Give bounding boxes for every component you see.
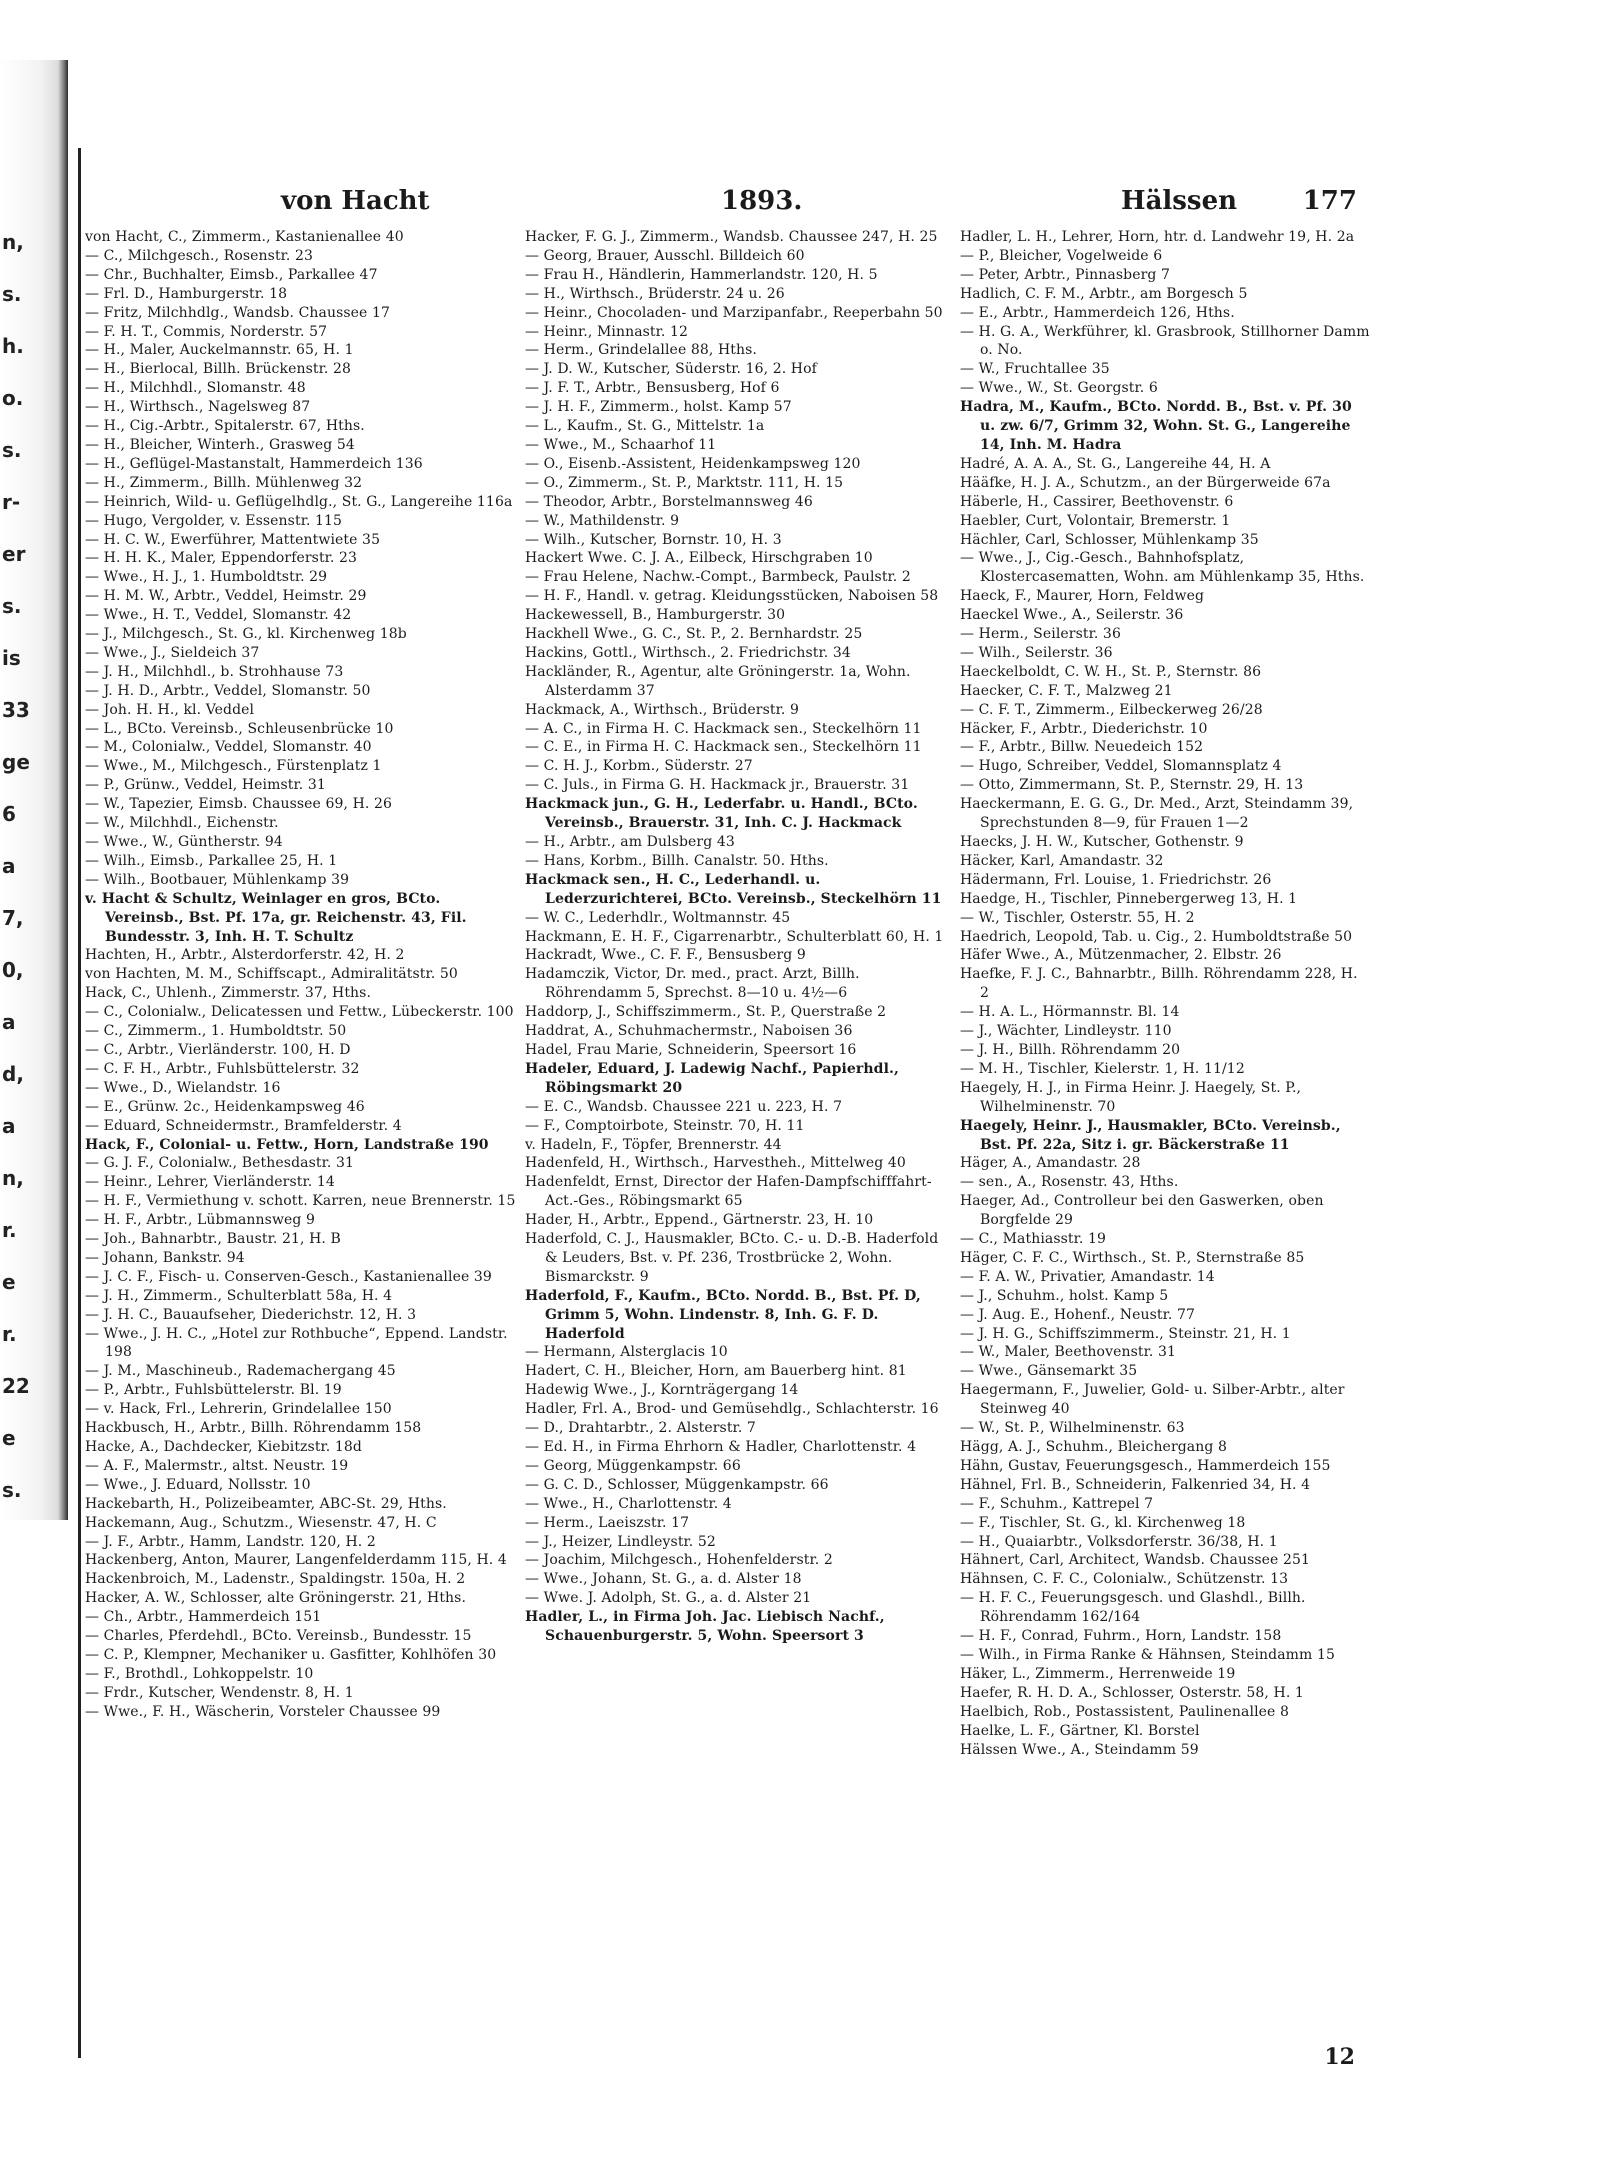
directory-entry: — Wwe., F. H., Wäscherin, Vorsteler Chaussee 99 bbox=[85, 1703, 441, 1720]
directory-entry: — Heinrich, Wild- u. Geflügelhdlg., St. G., Langereihe 116a bbox=[85, 493, 513, 510]
directory-entry: — C., Arbtr., Vierländerstr. 100, H. D bbox=[85, 1041, 351, 1058]
directory-entry: Häcker, Karl, Amandastr. 32 bbox=[960, 852, 1164, 869]
directory-entry: — Wwe., Gänsemarkt 35 bbox=[960, 1363, 1138, 1380]
directory-entry: — H., Milchhdl., Slomanstr. 48 bbox=[85, 380, 306, 397]
directory-entry: Haedrich, Leopold, Tab. u. Cig., 2. Humboldtstraße 50 bbox=[960, 928, 1353, 945]
directory-entry: — O., Eisenb.-Assistent, Heidenkampsweg 120 bbox=[525, 455, 861, 472]
directory-entry: — Joachim, Milchgesch., Hohenfelderstr. 2 bbox=[525, 1552, 833, 1569]
directory-entry: — H. F., Handl. v. getrag. Kleidungsstücken, Naboisen 58 bbox=[525, 588, 939, 605]
directory-entry: — C., Mathiasstr. 19 bbox=[960, 1231, 1107, 1248]
directory-entry: — H., Maler, Auckelmannstr. 65, H. 1 bbox=[85, 342, 354, 359]
directory-entry: v. Hadeln, F., Töpfer, Brennerstr. 44 bbox=[525, 1136, 782, 1153]
directory-entry: — M. H., Tischler, Kielerstr. 1, H. 11/12 bbox=[960, 1060, 1245, 1077]
directory-entry: — P., Grünw., Veddel, Heimstr. 31 bbox=[85, 777, 326, 794]
directory-entry: — Wwe., W., St. Georgstr. 6 bbox=[960, 380, 1158, 397]
directory-entry: — Frl. D., Hamburgerstr. 18 bbox=[85, 285, 288, 302]
margin-fragment: 0, bbox=[2, 958, 24, 982]
directory-entry: — Johann, Bankstr. 94 bbox=[85, 1249, 245, 1266]
margin-fragment: 6 bbox=[2, 802, 16, 826]
directory-entry: Hadeler, Eduard, J. Ladewig Nachf., Papierhdl., Röbingsmarkt 20 bbox=[525, 1060, 899, 1096]
directory-entry: Haegely, H. J., in Firma Heinr. J. Haegely, St. P., Wilhelminenstr. 70 bbox=[960, 1079, 1302, 1115]
margin-fragment: is bbox=[2, 646, 21, 670]
directory-entry: Hackländer, R., Agentur, alte Gröningerstr. 1a, Wohn. Alsterdamm 37 bbox=[525, 663, 911, 699]
directory-entry: — C., Colonialw., Delicatessen und Fettw., Lübeckerstr. 100 bbox=[85, 1004, 514, 1021]
directory-entry: Haeck, F., Maurer, Horn, Feldweg bbox=[960, 588, 1205, 605]
column-2 bbox=[525, 228, 945, 2038]
margin-fragment: a bbox=[2, 1010, 16, 1034]
margin-fragment: d, bbox=[2, 1062, 24, 1086]
directory-entry: — J. H., Milchhdl., b. Strohhause 73 bbox=[85, 663, 344, 680]
directory-entry: — H. F., Arbtr., Lübmannsweg 9 bbox=[85, 1212, 316, 1229]
directory-entry: Haecks, J. H. W., Kutscher, Gothenstr. 9 bbox=[960, 834, 1244, 850]
directory-entry: Hackemann, Aug., Schutzm., Wiesenstr. 47, H. C bbox=[85, 1514, 437, 1531]
directory-columns bbox=[85, 228, 1370, 2038]
directory-entry: Hadler, L., in Firma Joh. Jac. Liebisch Nachf., Schauenburgerstr. 5, Wohn. Speersort 3 bbox=[525, 1609, 885, 1645]
directory-entry: Häger, C. F. C., Wirthsch., St. P., Sternstraße 85 bbox=[960, 1249, 1305, 1266]
directory-entry: v. Hacht & Schultz, Weinlager en gros, BCto. Vereinsb., Bst. Pf. 17a, gr. Reichenstr. 43, Fil. Bundesstr. 3, Inh. H. T. Schultz bbox=[85, 890, 467, 945]
header-left-catchword: von Hacht bbox=[281, 186, 430, 216]
directory-entry: Hader, H., Arbtr., Eppend., Gärtnerstr. 23, H. 10 bbox=[525, 1212, 874, 1229]
directory-entry: Hackbusch, H., Arbtr., Billh. Röhrendamm 158 bbox=[85, 1420, 422, 1437]
directory-entry: — Wwe., J., Sieldeich 37 bbox=[85, 644, 260, 661]
directory-entry: Hacke, A., Dachdecker, Kiebitzstr. 18d bbox=[85, 1439, 362, 1455]
directory-entry: — J. C. F., Fisch- u. Conserven-Gesch., Kastanienallee 39 bbox=[85, 1268, 492, 1285]
directory-entry: Hackhell Wwe., G. C., St. P., 2. Bernhardstr. 25 bbox=[525, 626, 863, 643]
directory-entry: — W., Mathildenstr. 9 bbox=[525, 512, 680, 529]
directory-entry: Hackmann, E. H. F., Cigarrenarbtr., Schulterblatt 60, H. 1 bbox=[525, 928, 944, 945]
directory-entry: — C. F. H., Arbtr., Fuhlsbüttelerstr. 32 bbox=[85, 1060, 360, 1077]
directory-entry: — Joh. H. H., kl. Veddel bbox=[85, 701, 255, 718]
directory-entry: — Herm., Laeiszstr. 17 bbox=[525, 1514, 690, 1531]
directory-entry: — G. C. D., Schlosser, Müggenkampstr. 66 bbox=[525, 1476, 829, 1493]
directory-entry: Haeger, Ad., Controlleur bei den Gaswerken, oben Borgfelde 29 bbox=[960, 1193, 1324, 1229]
printer-signature-mark: 12 bbox=[1324, 2044, 1355, 2070]
directory-entry: — C. Juls., in Firma G. H. Hackmack jr., Brauerstr. 31 bbox=[525, 777, 910, 794]
directory-entry: — W., Fruchtallee 35 bbox=[960, 361, 1110, 378]
directory-entry: — H., Geflügel-Mastanstalt, Hammerdeich 136 bbox=[85, 455, 423, 472]
directory-entry: Hadert, C. H., Bleicher, Horn, am Bauerberg hint. 81 bbox=[525, 1363, 907, 1380]
header-right-catchword: Hälssen bbox=[1121, 186, 1238, 216]
margin-fragment: a bbox=[2, 1114, 16, 1138]
directory-entry: Hadenfeld, H., Wirthsch., Harvestheh., Mittelweg 40 bbox=[525, 1155, 906, 1172]
directory-entry: — W., Milchhdl., Eichenstr. bbox=[85, 815, 279, 832]
directory-entry: — L., Kaufm., St. G., Mittelstr. 1a bbox=[525, 418, 765, 435]
directory-entry: Haecker, C. F. T., Malzweg 21 bbox=[960, 682, 1173, 699]
directory-entry: Hackins, Gottl., Wirthsch., 2. Friedrichstr. 34 bbox=[525, 644, 851, 661]
directory-entry: — Wwe., H. T., Veddel, Slomanstr. 42 bbox=[85, 607, 352, 624]
margin-fragment: s. bbox=[2, 438, 22, 462]
directory-entry: — Wwe., D., Wielandstr. 16 bbox=[85, 1079, 281, 1096]
directory-entry: Hadamczik, Victor, Dr. med., pract. Arzt, Billh. Röhrendamm 5, Sprechst. 8—10 u. 4½—6 bbox=[525, 966, 860, 1002]
directory-entry: Haefer, R. H. D. A., Schlosser, Osterstr. 58, H. 1 bbox=[960, 1684, 1304, 1701]
directory-entry: — F. A. W., Privatier, Amandastr. 14 bbox=[960, 1268, 1215, 1285]
directory-entry: — F., Schuhm., Kattrepel 7 bbox=[960, 1495, 1154, 1512]
directory-entry: — D., Drahtarbtr., 2. Alsterstr. 7 bbox=[525, 1420, 756, 1437]
directory-entry: — H., Zimmerm., Billh. Mühlenweg 32 bbox=[85, 474, 363, 491]
directory-entry: — Hermann, Alsterglacis 10 bbox=[525, 1344, 728, 1361]
directory-entry: Hähnert, Carl, Architect, Wandsb. Chaussee 251 bbox=[960, 1552, 1310, 1569]
directory-entry: Hackradt, Wwe., C. F. F., Bensusberg 9 bbox=[525, 947, 806, 964]
directory-entry: — W., Maler, Beethovenstr. 31 bbox=[960, 1344, 1176, 1361]
directory-entry: Hadré, A. A. A., St. G., Langereihe 44, H. A bbox=[960, 455, 1271, 472]
directory-entry: — H. H. K., Maler, Eppendorferstr. 23 bbox=[85, 550, 358, 567]
directory-entry: Haebler, Curt, Volontair, Bremerstr. 1 bbox=[960, 512, 1231, 529]
directory-entry: — E., Grünw. 2c., Heidenkampsweg 46 bbox=[85, 1098, 365, 1115]
directory-entry: — v. Hack, Frl., Lehrerin, Grindelallee 150 bbox=[85, 1401, 392, 1418]
directory-entry: Hadler, Frl. A., Brod- und Gemüsehdlg., Schlachterstr. 16 bbox=[525, 1401, 939, 1418]
directory-entry: — Otto, Zimmermann, St. P., Sternstr. 29, H. 13 bbox=[960, 777, 1304, 794]
margin-fragment: 22 bbox=[2, 1374, 30, 1398]
directory-entry: — Wwe., J. H. C., „Hotel zur Rothbuche“, Eppend. Landstr. 198 bbox=[85, 1325, 508, 1361]
directory-entry: — Wilh., Bootbauer, Mühlenkamp 39 bbox=[85, 871, 350, 888]
directory-entry: — Wilh., in Firma Ranke & Hähnsen, Steindamm 15 bbox=[960, 1646, 1335, 1663]
directory-entry: Hackewessell, B., Hamburgerstr. 30 bbox=[525, 607, 786, 624]
directory-entry: Hackert Wwe. C. J. A., Eilbeck, Hirschgraben 10 bbox=[525, 550, 873, 567]
directory-entry: Haeckelboldt, C. W. H., St. P., Sternstr. 86 bbox=[960, 663, 1262, 680]
margin-fragment: o. bbox=[2, 386, 24, 410]
directory-entry: Haddrat, A., Schuhmachermstr., Naboisen 36 bbox=[525, 1023, 853, 1040]
directory-entry: Haefke, F. J. C., Bahnarbtr., Billh. Röhrendamm 228, H. 2 bbox=[960, 966, 1358, 1002]
directory-entry: — sen., A., Rosenstr. 43, Hths. bbox=[960, 1174, 1179, 1191]
directory-entry: — F., Tischler, St. G., kl. Kirchenweg 18 bbox=[960, 1514, 1246, 1531]
directory-entry: — H. F., Conrad, Fuhrm., Horn, Landstr. 158 bbox=[960, 1628, 1282, 1645]
directory-entry: — Wilh., Kutscher, Bornstr. 10, H. 3 bbox=[525, 531, 782, 548]
directory-entry: — J., Milchgesch., St. G., kl. Kirchenweg 18b bbox=[85, 626, 407, 643]
directory-entry: Hähnsen, C. F. C., Colonialw., Schützenstr. 13 bbox=[960, 1571, 1289, 1588]
directory-entry: Haegely, Heinr. J., Hausmakler, BCto. Vereinsb., Bst. Pf. 22a, Sitz i. gr. Bäckerstraße 11 bbox=[960, 1117, 1341, 1153]
directory-entry: Hadenfeldt, Ernst, Director der Hafen-Dampfschifffahrt-Act.-Ges., Röbingsmarkt 65 bbox=[525, 1174, 932, 1210]
directory-entry: — H., Wirthsch., Nagelsweg 87 bbox=[85, 399, 311, 416]
directory-entry: — H., Cig.-Arbtr., Spitalerstr. 67, Hths. bbox=[85, 418, 365, 435]
directory-entry: — C. P., Klempner, Mechaniker u. Gasfitter, Kohlhöfen 30 bbox=[85, 1646, 497, 1663]
directory-entry: Hadel, Frau Marie, Schneiderin, Speersort 16 bbox=[525, 1041, 857, 1058]
directory-entry: — Joh., Bahnarbtr., Baustr. 21, H. B bbox=[85, 1231, 341, 1248]
directory-entry: Hälssen Wwe., A., Steindamm 59 bbox=[960, 1741, 1199, 1758]
directory-entry: — F., Brothdl., Lohkoppelstr. 10 bbox=[85, 1665, 314, 1682]
directory-entry: Hächler, Carl, Schlosser, Mühlenkamp 35 bbox=[960, 531, 1259, 548]
page-header bbox=[81, 148, 1371, 218]
directory-entry: — M., Colonialw., Veddel, Slomanstr. 40 bbox=[85, 739, 372, 756]
directory-entry: Haderfold, C. J., Hausmakler, BCto. C.- u. D.-B. Haderfold & Leuders, Bst. v. Pf. 236, Trostbrücke 2, Wohn. Bismarckstr. 9 bbox=[525, 1231, 939, 1285]
directory-entry: Haeckel Wwe., A., Seilerstr. 36 bbox=[960, 607, 1184, 624]
directory-entry: Häfer Wwe., A., Mützenmacher, 2. Elbstr. 26 bbox=[960, 947, 1282, 964]
margin-fragment: r. bbox=[2, 1322, 17, 1346]
directory-entry: — H. F. C., Feuerungsgesch. und Glashdl., Billh. Röhrendamm 162/164 bbox=[960, 1590, 1306, 1626]
directory-entry: — A. C., in Firma H. C. Hackmack sen., Steckelhörn 11 bbox=[525, 720, 922, 737]
margin-fragment: e bbox=[2, 1270, 16, 1294]
directory-entry: — Wwe., W., Güntherstr. 94 bbox=[85, 834, 283, 850]
directory-entry: Haeckermann, E. G. G., Dr. Med., Arzt, Steindamm 39, Sprechstunden 8—9, für Frauen 1—2 bbox=[960, 796, 1354, 832]
directory-entry: — Wwe., J. Eduard, Nollsstr. 10 bbox=[85, 1476, 311, 1493]
directory-entry: Haegermann, F., Juwelier, Gold- u. Silber-Arbtr., alter Steinweg 40 bbox=[960, 1382, 1345, 1418]
directory-entry: — Eduard, Schneidermstr., Bramfelderstr. 4 bbox=[85, 1117, 402, 1134]
directory-entry: Häberle, H., Cassirer, Beethovenstr. 6 bbox=[960, 493, 1234, 510]
directory-entry: Häker, L., Zimmerm., Herrenweide 19 bbox=[960, 1665, 1236, 1682]
directory-entry: Hackebarth, H., Polizeibeamter, ABC-St. 29, Hths. bbox=[85, 1495, 447, 1512]
directory-entry: Hackmack sen., H. C., Lederhandl. u. Lederzurichterei, BCto. Vereinsb., Steckelhörn 11 bbox=[525, 871, 942, 907]
directory-entry: — H., Bleicher, Winterh., Grasweg 54 bbox=[85, 436, 355, 453]
margin-fragment: n, bbox=[2, 230, 24, 254]
directory-entry: — Hans, Korbm., Billh. Canalstr. 50. Hths. bbox=[525, 852, 829, 869]
directory-entry: Hadler, L. H., Lehrer, Horn, htr. d. Landwehr 19, H. 2a bbox=[960, 229, 1355, 245]
directory-entry: Hääfke, H. J. A., Schutzm., an der Bürgerweide 67a bbox=[960, 474, 1331, 491]
directory-entry: — Chr., Buchhalter, Eimsb., Parkallee 47 bbox=[85, 266, 378, 283]
directory-entry: Hackenberg, Anton, Maurer, Langenfelderdamm 115, H. 4 bbox=[85, 1552, 507, 1569]
directory-entry: — Wwe., H. J., 1. Humboldtstr. 29 bbox=[85, 569, 328, 586]
directory-entry: — A. F., Malermstr., altst. Neustr. 19 bbox=[85, 1457, 349, 1474]
directory-entry: — J., Schuhm., holst. Kamp 5 bbox=[960, 1287, 1169, 1304]
directory-entry: — H., Arbtr., am Dulsberg 43 bbox=[525, 834, 735, 850]
margin-fragment: s. bbox=[2, 1478, 22, 1502]
directory-entry: — Theodor, Arbtr., Borstelmannsweg 46 bbox=[525, 493, 813, 510]
directory-entry: — Hugo, Schreiber, Veddel, Slomannsplatz 4 bbox=[960, 758, 1282, 775]
directory-entry: Hädermann, Frl. Louise, 1. Friedrichstr. 26 bbox=[960, 871, 1272, 888]
directory-entry: — Wwe. J. Adolph, St. G., a. d. Alster 21 bbox=[525, 1590, 812, 1607]
directory-entry: Hacker, F. G. J., Zimmerm., Wandsb. Chaussee 247, H. 25 bbox=[525, 229, 938, 245]
directory-entry: Hachten, H., Arbtr., Alsterdorferstr. 42, H. 2 bbox=[85, 947, 405, 964]
directory-entry: Hähn, Gustav, Feuerungsgesch., Hammerdeich 155 bbox=[960, 1457, 1331, 1474]
directory-entry: — J. H., Billh. Röhrendamm 20 bbox=[960, 1041, 1181, 1058]
directory-page bbox=[78, 148, 1371, 2070]
directory-entry: — C., Zimmerm., 1. Humboldtstr. 50 bbox=[85, 1023, 347, 1040]
directory-entry: Hackenbroich, M., Ladenstr., Spaldingstr. 150a, H. 2 bbox=[85, 1571, 466, 1588]
directory-entry: — Heinr., Chocoladen- und Marzipanfabr., Reeperbahn 50 bbox=[525, 304, 943, 321]
directory-entry: — Wwe., H., Charlottenstr. 4 bbox=[525, 1495, 732, 1512]
directory-entry: Haelke, L. F., Gärtner, Kl. Borstel bbox=[960, 1722, 1200, 1739]
directory-entry: — F., Comptoirbote, Steinstr. 70, H. 11 bbox=[525, 1117, 805, 1134]
directory-entry: — J., Heizer, Lindleystr. 52 bbox=[525, 1533, 716, 1550]
page-number: 177 bbox=[1302, 186, 1357, 216]
margin-fragment: 7, bbox=[2, 906, 24, 930]
directory-entry: — J. M., Maschineub., Rademachergang 45 bbox=[85, 1363, 396, 1380]
directory-entry: — C. H. J., Korbm., Süderstr. 27 bbox=[525, 758, 753, 775]
directory-entry: Haedge, H., Tischler, Pinnebergerweg 13, H. 1 bbox=[960, 890, 1298, 907]
directory-entry: — Wwe., J., Cig.-Gesch., Bahnhofsplatz, Klostercasematten, Wohn. am Mühlenkamp 35, Hths. bbox=[960, 550, 1365, 586]
margin-fragment: ge bbox=[2, 750, 30, 774]
directory-entry: — P., Bleicher, Vogelweide 6 bbox=[960, 247, 1163, 264]
directory-entry: — W., St. P., Wilhelminenstr. 63 bbox=[960, 1420, 1185, 1437]
directory-entry: Hadewig Wwe., J., Kornträgergang 14 bbox=[525, 1382, 799, 1399]
directory-entry: — F. H. T., Commis, Norderstr. 57 bbox=[85, 323, 328, 340]
directory-entry: — C. F. T., Zimmerm., Eilbeckerweg 26/28 bbox=[960, 701, 1263, 718]
directory-entry: — J. Aug. E., Hohenf., Neustr. 77 bbox=[960, 1306, 1195, 1323]
directory-entry: — H. G. A., Werkführer, kl. Grasbrook, Stillhorner Damm o. No. bbox=[960, 323, 1370, 359]
directory-entry: — W. C., Lederhdlr., Woltmannstr. 45 bbox=[525, 909, 791, 926]
directory-entry: Haelbich, Rob., Postassistent, Paulinenallee 8 bbox=[960, 1703, 1289, 1720]
directory-entry: — J. D. W., Kutscher, Süderstr. 16, 2. Hof bbox=[525, 361, 817, 378]
directory-entry: — G. J. F., Colonialw., Bethesdastr. 31 bbox=[85, 1155, 354, 1172]
directory-entry: — Herm., Seilerstr. 36 bbox=[960, 626, 1121, 643]
directory-entry: — Wwe., Johann, St. G., a. d. Alster 18 bbox=[525, 1571, 802, 1588]
directory-entry: Hacker, A. W., Schlosser, alte Gröningerstr. 21, Hths. bbox=[85, 1590, 466, 1607]
directory-entry: von Hachten, M. M., Schiffscapt., Admiralitätstr. 50 bbox=[85, 966, 458, 983]
directory-entry: — W., Tischler, Osterstr. 55, H. 2 bbox=[960, 909, 1195, 926]
directory-entry: — Fritz, Milchhdlg., Wandsb. Chaussee 17 bbox=[85, 304, 390, 321]
directory-entry: Haddorp, J., Schiffszimmerm., St. P., Querstraße 2 bbox=[525, 1004, 887, 1021]
directory-entry: — H. M. W., Arbtr., Veddel, Heimstr. 29 bbox=[85, 588, 367, 605]
directory-entry: Haderfold, F., Kaufm., BCto. Nordd. B., Bst. Pf. D, Grimm 5, Wohn. Lindenstr. 8, Inh. G. F. D. Haderfold bbox=[525, 1287, 921, 1342]
directory-entry: — E., Arbtr., Hammerdeich 126, Hths. bbox=[960, 304, 1235, 321]
directory-entry: — H. C. W., Ewerführer, Mattentwiete 35 bbox=[85, 531, 381, 548]
directory-entry: — Ed. H., in Firma Ehrhorn & Hadler, Charlottenstr. 4 bbox=[525, 1439, 917, 1455]
directory-entry: — P., Arbtr., Fuhlsbüttelerstr. Bl. 19 bbox=[85, 1382, 342, 1399]
directory-entry: — J. H. F., Zimmerm., holst. Kamp 57 bbox=[525, 399, 792, 416]
margin-fragment: e bbox=[2, 1426, 16, 1450]
directory-entry: — Herm., Grindelallee 88, Hths. bbox=[525, 342, 757, 359]
directory-entry: — Charles, Pferdehdl., BCto. Vereinsb., Bundesstr. 15 bbox=[85, 1628, 472, 1645]
margin-fragment: s. bbox=[2, 594, 22, 618]
directory-entry: — F., Arbtr., Billw. Neuedeich 152 bbox=[960, 739, 1204, 756]
column-3 bbox=[960, 228, 1370, 2038]
directory-entry: — J., Wächter, Lindleystr. 110 bbox=[960, 1023, 1172, 1040]
margin-fragment: r- bbox=[2, 490, 21, 514]
directory-entry: — Heinr., Minnastr. 12 bbox=[525, 323, 689, 340]
directory-entry: Hackmack jun., G. H., Lederfabr. u. Handl., BCto. Vereinsb., Brauerstr. 31, Inh. C. J. Hackmack bbox=[525, 796, 918, 832]
directory-entry: Hähnel, Frl. B., Schneiderin, Falkenried 34, H. 4 bbox=[960, 1476, 1311, 1493]
previous-page-edge bbox=[0, 60, 68, 1520]
directory-entry: — Heinr., Lehrer, Vierländerstr. 14 bbox=[85, 1174, 335, 1191]
directory-entry: — C. E., in Firma H. C. Hackmack sen., Steckelhörn 11 bbox=[525, 739, 922, 756]
directory-entry: — Wwe., M., Milchgesch., Fürstenplatz 1 bbox=[85, 758, 382, 775]
directory-entry: — Wilh., Eimsb., Parkallee 25, H. 1 bbox=[85, 852, 338, 869]
directory-entry: — O., Zimmerm., St. P., Marktstr. 111, H. 15 bbox=[525, 474, 844, 491]
directory-entry: — Frau H., Händlerin, Hammerlandstr. 120, H. 5 bbox=[525, 266, 878, 283]
margin-fragment: s. bbox=[2, 282, 22, 306]
margin-fragment: n, bbox=[2, 1166, 24, 1190]
directory-entry: Häcker, F., Arbtr., Diederichstr. 10 bbox=[960, 720, 1208, 737]
directory-entry: von Hacht, C., Zimmerm., Kastanienallee 40 bbox=[85, 229, 404, 245]
margin-fragment: h. bbox=[2, 334, 24, 358]
directory-entry: — Wilh., Seilerstr. 36 bbox=[960, 644, 1113, 661]
directory-entry: — C., Milchgesch., Rosenstr. 23 bbox=[85, 247, 314, 264]
directory-entry: Hackmack, A., Wirthsch., Brüderstr. 9 bbox=[525, 701, 799, 718]
directory-entry: — Ch., Arbtr., Hammerdeich 151 bbox=[85, 1609, 322, 1626]
directory-entry: — L., BCto. Vereinsb., Schleusenbrücke 10 bbox=[85, 720, 394, 737]
directory-entry: — J. H., Zimmerm., Schulterblatt 58a, H. 4 bbox=[85, 1287, 393, 1304]
margin-fragment: 33 bbox=[2, 698, 30, 722]
directory-entry: Häger, A., Amandastr. 28 bbox=[960, 1155, 1141, 1172]
directory-entry: — W., Tapezier, Eimsb. Chaussee 69, H. 26 bbox=[85, 796, 393, 813]
directory-entry: — H., Bierlocal, Billh. Brückenstr. 28 bbox=[85, 361, 351, 378]
directory-entry: Hägg, A. J., Schuhm., Bleichergang 8 bbox=[960, 1439, 1227, 1455]
margin-fragment: a bbox=[2, 854, 16, 878]
directory-entry: — Frdr., Kutscher, Wendenstr. 8, H. 1 bbox=[85, 1684, 354, 1701]
directory-entry: Hadlich, C. F. M., Arbtr., am Borgesch 5 bbox=[960, 285, 1248, 302]
directory-entry: Hadra, M., Kaufm., BCto. Nordd. B., Bst. v. Pf. 30 u. zw. 6/7, Grimm 32, Wohn. St. G., Langereihe 14, Inh. M. Hadra bbox=[960, 399, 1352, 453]
directory-entry: — Peter, Arbtr., Pinnasberg 7 bbox=[960, 266, 1171, 283]
margin-fragment: r. bbox=[2, 1218, 17, 1242]
directory-entry: — J. H. D., Arbtr., Veddel, Slomanstr. 50 bbox=[85, 682, 371, 699]
directory-entry: — H. F., Vermiethung v. schott. Karren, neue Brennerstr. 15 bbox=[85, 1193, 516, 1210]
directory-entry: — Georg, Brauer, Ausschl. Billdeich 60 bbox=[525, 247, 805, 264]
directory-entry: — J. H. G., Schiffszimmerm., Steinstr. 21, H. 1 bbox=[960, 1325, 1291, 1342]
directory-entry: Hack, F., Colonial- u. Fettw., Horn, Landstraße 190 bbox=[85, 1136, 489, 1153]
directory-entry: — Frau Helene, Nachw.-Compt., Barmbeck, Paulstr. 2 bbox=[525, 569, 911, 586]
directory-entry: Hack, C., Uhlenh., Zimmerstr. 37, Hths. bbox=[85, 985, 372, 1002]
column-1 bbox=[85, 228, 522, 2038]
directory-entry: — J. F., Arbtr., Hamm, Landstr. 120, H. 2 bbox=[85, 1533, 376, 1550]
margin-fragment: er bbox=[2, 542, 26, 566]
directory-entry: — E. C., Wandsb. Chaussee 221 u. 223, H. 7 bbox=[525, 1098, 843, 1115]
directory-entry: — Georg, Müggenkampstr. 66 bbox=[525, 1457, 741, 1474]
directory-entry: — J. H. C., Bauaufseher, Diederichstr. 12, H. 3 bbox=[85, 1306, 417, 1323]
directory-entry: — J. F. T., Arbtr., Bensusberg, Hof 6 bbox=[525, 380, 780, 397]
directory-entry: — Hugo, Vergolder, v. Essenstr. 115 bbox=[85, 512, 343, 529]
header-year: 1893. bbox=[721, 186, 803, 216]
directory-entry: — H. A. L., Hörmannstr. Bl. 14 bbox=[960, 1004, 1180, 1021]
directory-entry: — H., Quaiarbtr., Volksdorferstr. 36/38, H. 1 bbox=[960, 1533, 1278, 1550]
directory-entry: — Wwe., M., Schaarhof 11 bbox=[525, 436, 717, 453]
directory-entry: — H., Wirthsch., Brüderstr. 24 u. 26 bbox=[525, 285, 785, 302]
